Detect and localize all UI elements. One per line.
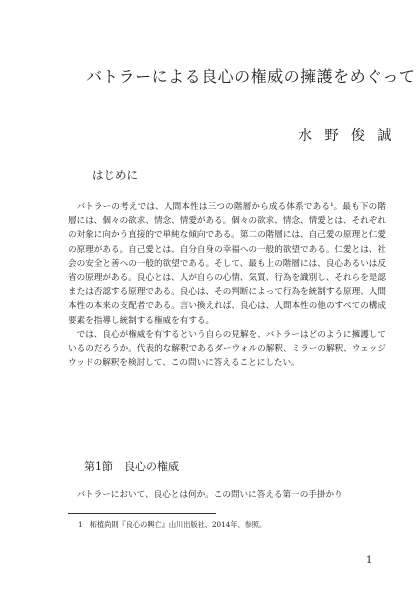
footnote: 1 柘植尚則『良心の興亡』山川出版社、2014年、参照。 xyxy=(78,520,267,529)
author-name: 水 野 俊 誠 xyxy=(298,128,396,144)
intro-paragraph-1: バトラーの考えでは、人間本性は三つの階層から成る体系である¹。最も下の階層には、個々の欲求、情念、情愛がある。個々の欲求、情念、情愛とは、それぞれの対象に向かう直接的で単純な傾向である。第二の階層には、自己愛の原理と仁愛の原理がある。自己愛とは、自分自身の幸福への一般的欲望である。仁愛とは、社会の安全と善への一般的欲望である。そして、最も上の階層には、良心あるいは反省の原理がある。良心とは、人が自らの心情、気質、行為を識別し、それらを是認または否認する原理である。良心は、その判断によって行為を統制する原理、人間本性の本来の支配者である。言い換えれば、良心は、人間本性の他のすべての構成要素を指導し統制する権威を有する。 xyxy=(68,202,386,326)
paper-title: バトラーによる良心の権威の擁護をめぐって xyxy=(86,67,416,86)
page-number: 1 xyxy=(366,555,373,566)
intro-heading: はじめに xyxy=(92,168,138,182)
intro-body xyxy=(68,200,386,370)
intro-paragraph-2: では、良心が権威を有するという自らの見解を、バトラーはどのように擁護しているのだろうか。代表的な解釈であるダーウォルの解釈、ミラーの解釈、ウェッジウッドの解釈を検討して、この問いに答えることにしたい。 xyxy=(68,329,386,369)
section-first-line: バトラーにおいて、良心とは何か。この問いに答える第一の手掛かり xyxy=(76,490,343,500)
footnote-divider xyxy=(68,513,216,514)
section-heading: 第1節 良心の権威 xyxy=(84,460,179,473)
